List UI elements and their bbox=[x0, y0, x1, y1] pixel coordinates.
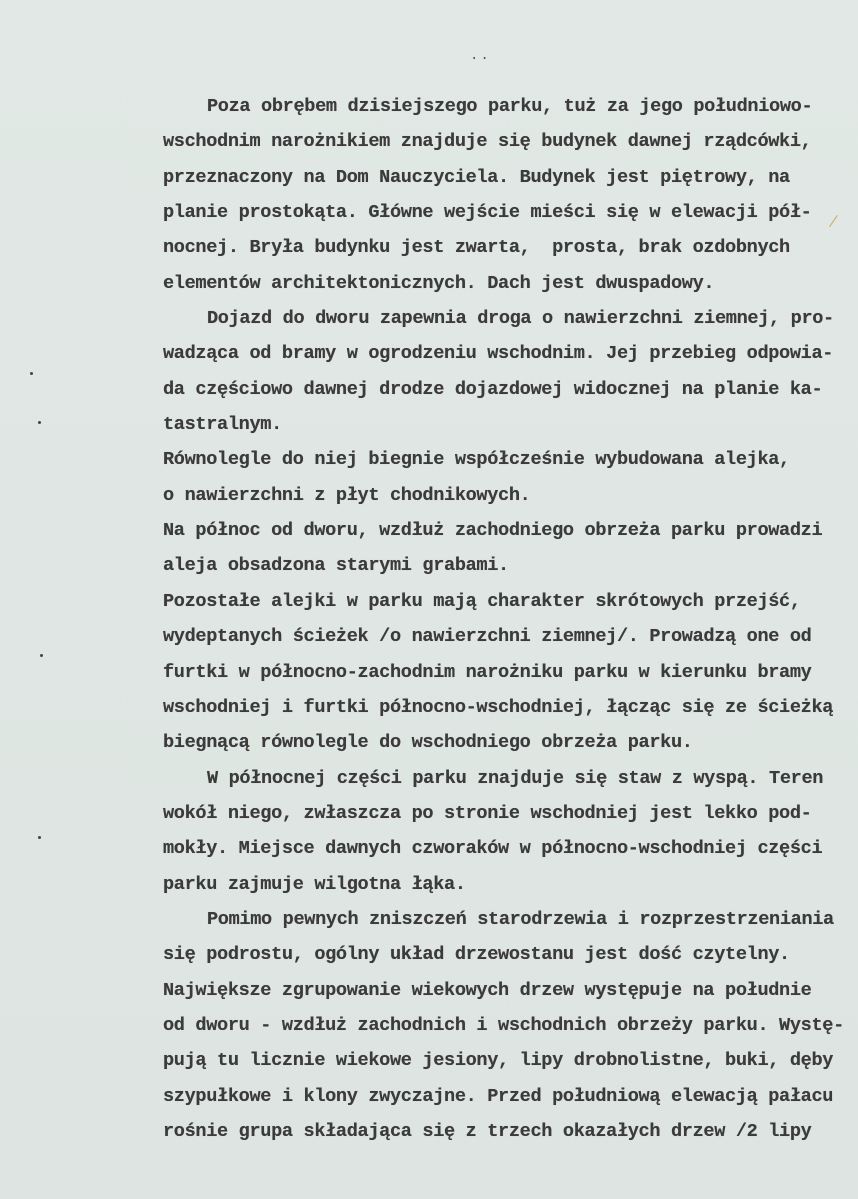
text-line: nocnej. Bryła budynku jest zwarta, prosta, brak ozdobnych bbox=[163, 237, 790, 259]
text-line: przeznaczony na Dom Nauczyciela. Budynek jest piętrowy, na bbox=[163, 166, 790, 188]
text-line: Dojazd do dworu zapewnia droga o nawierzchni ziemnej, pro- bbox=[207, 308, 834, 330]
text-line: Pozostałe alejki w parku mają charakter skrótowych przejść, bbox=[163, 590, 801, 612]
text-line: W północnej części parku znajduje się staw z wyspą. Teren bbox=[207, 767, 824, 789]
text-line: Na północ od dworu, wzdłuż zachodniego obrzeża parku prowadzi bbox=[163, 520, 823, 542]
text-line: mokły. Miejsce dawnych czworaków w północno-wschodniej części bbox=[163, 838, 823, 860]
text-line: planie prostokąta. Główne wejście mieści się w elewacji pół- bbox=[163, 202, 812, 224]
text-line: biegnącą równolegle do wschodniego obrzeża parku. bbox=[163, 732, 693, 754]
text-line: aleja obsadzona starymi grabami. bbox=[163, 555, 509, 577]
margin-dot bbox=[38, 836, 41, 839]
margin-dot bbox=[40, 654, 43, 657]
text-line: Pomimo pewnych zniszczeń starodrzewia i rozprzestrzeniania bbox=[207, 908, 834, 930]
text-line: szypułkowe i klony zwyczajne. Przed południową elewacją pałacu bbox=[163, 1085, 834, 1107]
text-line: wokół niego, zwłaszcza po stronie wschodniej jest lekko pod- bbox=[163, 802, 812, 824]
text-line: da częściowo dawnej drodze dojazdowej widocznej na planie ka- bbox=[163, 378, 823, 400]
text-line: rośnie grupa składająca się z trzech okazałych drzew /2 lipy bbox=[163, 1120, 812, 1142]
text-line: Równolegle do niej biegnie współcześnie wybudowana alejka, bbox=[163, 449, 790, 471]
text-line: wschodnim narożnikiem znajduje się budynek dawnej rządcówki, bbox=[163, 131, 812, 153]
text-line: od dworu - wzdłuż zachodnich i wschodnich obrzeży parku. Wystę- bbox=[163, 1014, 844, 1036]
typed-text-body bbox=[163, 89, 843, 1149]
text-line: Największe zgrupowanie wiekowych drzew występuje na południe bbox=[163, 979, 812, 1001]
text-line: wadząca od bramy w ogrodzeniu wschodnim. Jej przebieg odpowia- bbox=[163, 343, 834, 365]
text-line: Poza obrębem dzisiejszego parku, tuż za jego południowo- bbox=[207, 96, 813, 117]
text-line: o nawierzchni z płyt chodnikowych. bbox=[163, 484, 531, 506]
margin-dot bbox=[38, 421, 41, 424]
text-line: pują tu licznie wiekowe jesiony, lipy drobnolistne, buki, dęby bbox=[163, 1050, 834, 1072]
text-line: parku zajmuje wilgotna łąka. bbox=[163, 873, 466, 895]
text-line: wydeptanych ścieżek /o nawierzchni ziemnej/. Prowadzą one od bbox=[163, 626, 812, 648]
text-line: furtki w północno-zachodnim narożniku parku w kierunku bramy bbox=[163, 661, 812, 683]
page-mark: .. bbox=[470, 48, 491, 64]
text-line: się podrostu, ogólny układ drzewostanu jest dość czytelny. bbox=[163, 944, 790, 966]
text-line: wschodniej i furtki północno-wschodniej, łącząc się ze ścieżką bbox=[163, 696, 834, 718]
text-line: elementów architektonicznych. Dach jest dwuspadowy. bbox=[163, 272, 715, 294]
margin-dot bbox=[30, 372, 33, 375]
text-line: tastralnym. bbox=[163, 414, 282, 436]
